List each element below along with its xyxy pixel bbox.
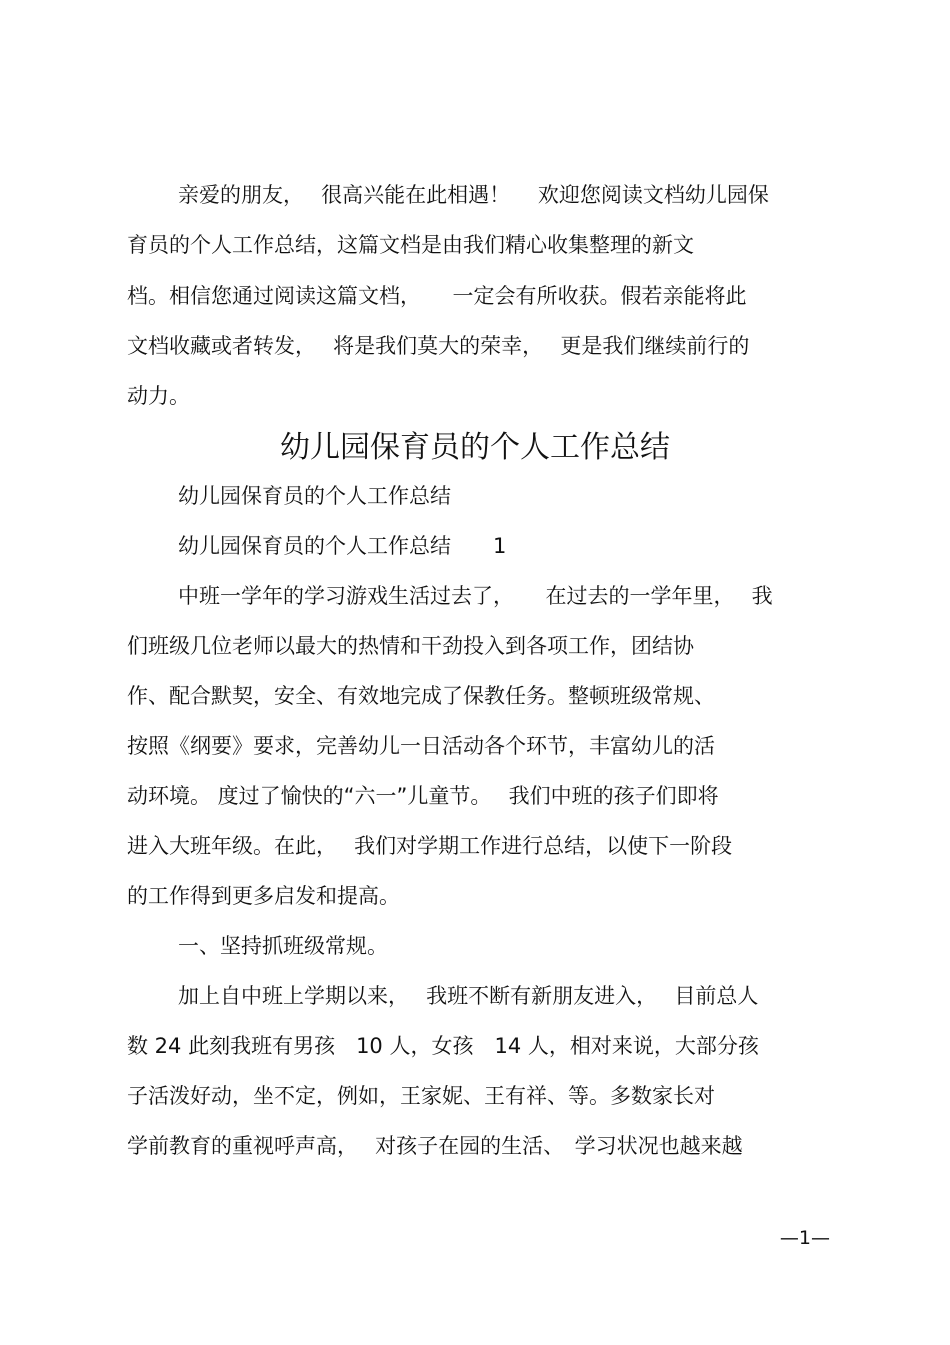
intro-line-1: 亲爱的朋友， 很高兴能在此相遇！ 欢迎您阅读文档幼儿园保: [178, 183, 769, 207]
paragraph2-line-2: 数 24 此刻我班有男孩 10 人，女孩 14 人，相对来说，大部分孩: [127, 1034, 759, 1058]
intro-line-4: 文档收藏或者转发， 将是我们莫大的荣幸， 更是我们继续前行的: [127, 334, 750, 358]
paragraph1-line-6: 进入大班年级。在此， 我们对学期工作进行总结，以使下一阶段: [127, 834, 733, 858]
paragraph1-line-2: 们班级几位老师以最大的热情和干劲投入到各项工作，团结协: [127, 634, 694, 658]
intro-line-2: 育员的个人工作总结，这篇文档是由我们精心收集整理的新文: [127, 233, 694, 257]
paragraph1-line-7: 的工作得到更多启发和提高。: [127, 884, 400, 908]
paragraph2-line-3: 子活泼好动，坐不定，例如，王家妮、王有祥、等。多数家长对: [127, 1084, 715, 1108]
paragraph1-line-5: 动环境。 度过了愉快的“六一”儿童节。 我们中班的孩子们即将: [127, 784, 719, 808]
paragraph1-line-1: 中班一学年的学习游戏生活过去了， 在过去的一学年里， 我: [178, 584, 773, 608]
paragraph2-line-4: 学前教育的重视呼声高， 对孩子在园的生活、 学习状况也越来越: [127, 1134, 743, 1158]
paragraph2-line-1: 加上自中班上学期以来， 我班不断有新朋友进入， 目前总人: [178, 984, 759, 1008]
paragraph1-line-4: 按照《纲要》要求，完善幼儿一日活动各个环节，丰富幼儿的活: [127, 734, 715, 758]
document-subtitle: 幼儿园保育员的个人工作总结: [178, 484, 451, 508]
heading-class-routine: 一、坚持抓班级常规。: [178, 934, 388, 958]
paragraph1-line-3: 作、配合默契，安全、有效地完成了保教任务。整顿班级常规、: [127, 684, 715, 708]
intro-line-3: 档。相信您通过阅读这篇文档， 一定会有所收获。假若亲能将此: [127, 284, 747, 308]
page-number: —1—: [779, 1227, 830, 1249]
intro-line-5: 动力。: [127, 384, 190, 408]
document-title: 幼儿园保育员的个人工作总结: [280, 430, 670, 465]
section-heading: 幼儿园保育员的个人工作总结 1: [178, 534, 507, 558]
